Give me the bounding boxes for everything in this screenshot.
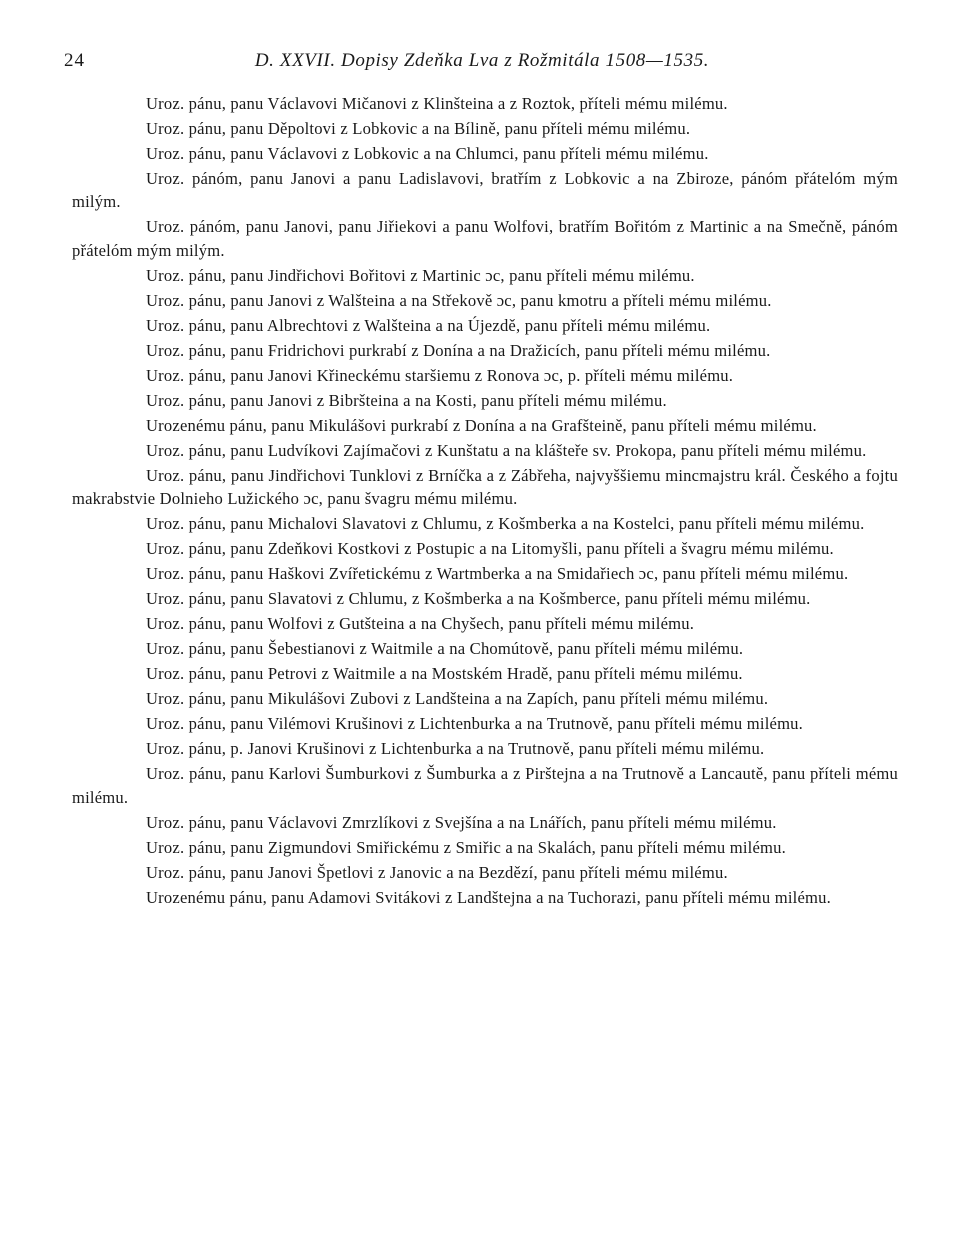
address-entry: Uroz. pánu, panu Slavatovi z Chlumu, z Košmberka a na Košmberce, panu příteli mému milému.: [146, 589, 811, 609]
address-entry: Uroz. pánu, panu Václavovi Zmrzlíkovi z Svejšína a na Lnářích, panu příteli mému milému.: [146, 812, 777, 832]
address-entry: Uroz. pánu, panu Janovi z Walšteina a na Střekově ɔc, panu kmotru a příteli mému milému.: [146, 290, 772, 310]
address-entry: Uroz. pánu, panu Zdeňkovi Kostkovi z Postupic a na Litomyšli, panu příteli a švagru mému milému.: [146, 539, 834, 559]
address-entry: Uroz. pánu, panu Albrechtovi z Walšteina a na Újezdě, panu příteli mému milému.: [146, 315, 711, 335]
address-entry: Uroz. pánu, panu Petrovi z Waitmile a na Mostském Hradě, panu příteli mému milému.: [146, 664, 743, 684]
address-entry: Uroz. pánóm, panu Janovi, panu Jiřiekovi a panu Wolfovi, bratřím Bořitóm z Martinic a na Smečně, pánóm přátelóm mým milým.: [72, 217, 898, 260]
letter-address-list: [72, 92, 898, 911]
address-entry: Urozenému pánu, panu Adamovi Svitákovi z Landštejna a na Tuchorazi, panu příteli mému milému.: [146, 887, 831, 907]
address-entry: Uroz. pánu, panu Karlovi Šumburkovi z Šumburka a z Pirštejna a na Trutnově a Lancautě, panu příteli mému milému.: [72, 764, 898, 807]
address-entry: Uroz. pánóm, panu Janovi a panu Ladislavovi, bratřím z Lobkovic a na Zbiroze, pánóm přátelóm mým milým.: [72, 169, 898, 212]
address-entry: Uroz. pánu, p. Janovi Krušinovi z Lichtenburka a na Trutnově, panu příteli mému milému.: [146, 739, 765, 759]
address-entry: Uroz. pánu, panu Zigmundovi Smiřickému z Smiřic a na Skalách, panu příteli mému milému.: [146, 837, 786, 857]
address-entry: Uroz. pánu, panu Ludvíkovi Zajímačovi z Kunštatu a na klášteře sv. Prokopa, panu příteli mému milému.: [146, 440, 867, 460]
address-entry: Uroz. pánu, panu Haškovi Zvířetickému z Wartmberka a na Smidařiech ɔc, panu příteli mému milému.: [146, 564, 849, 584]
address-entry: Uroz. pánu, panu Vilémovi Krušinovi z Lichtenburka a na Trutnově, panu příteli mému milému.: [146, 714, 804, 734]
address-entry: Uroz. pánu, panu Jindřichovi Bořitovi z Martinic ɔc, panu příteli mému milému.: [146, 265, 695, 285]
address-entry: Uroz. pánu, panu Janovi Špetlovi z Janovic a na Bezdězí, panu příteli mému milému.: [146, 862, 728, 882]
page-header: [64, 50, 880, 76]
address-entry: Uroz. pánu, panu Fridrichovi purkrabí z Donína a na Dražicích, panu příteli mému milému.: [146, 340, 771, 360]
page-number: 24: [64, 50, 85, 71]
address-entry: Uroz. pánu, panu Wolfovi z Gutšteina a na Chyšech, panu příteli mému milému.: [146, 614, 695, 634]
address-entry: Uroz. pánu, panu Jindřichovi Tunklovi z Brníčka a z Zábřeha, najvyššiemu mincmajstru král. Českého a fojtu makrabstvie Dolnieho Lužického ɔc, panu švagru mému milému.: [72, 465, 898, 509]
running-title: D. XXVII. Dopisy Zdeňka Lva z Rožmitála 1508—1535.: [254, 50, 710, 71]
address-entry: Uroz. pánu, panu Janovi Křineckému staršiemu z Ronova ɔc, p. příteli mému milému.: [146, 365, 734, 385]
address-entry: Uroz. pánu, panu Janovi z Bibršteina a na Kosti, panu příteli mému milému.: [146, 390, 667, 410]
address-entry: Uroz. pánu, panu Šebestianovi z Waitmile a na Chomútově, panu příteli mému milému.: [146, 639, 744, 659]
address-entry: Uroz. pánu, panu Michalovi Slavatovi z Chlumu, z Košmberka a na Kostelci, panu příteli mému milému.: [146, 514, 865, 534]
address-entry: Uroz. pánu, panu Mikulášovi Zubovi z Landšteina a na Zapích, panu příteli mému milému.: [146, 689, 769, 709]
address-entry: Urozenému pánu, panu Mikulášovi purkrabí z Donína a na Grafšteině, panu příteli mému milému.: [146, 415, 817, 435]
address-entry: Uroz. pánu, panu Václavovi z Lobkovic a na Chlumci, panu příteli mému milému.: [146, 144, 709, 163]
address-entry: Uroz. pánu, panu Děpoltovi z Lobkovic a na Bílině, panu příteli mému milému.: [146, 119, 691, 138]
address-entry: Uroz. pánu, panu Václavovi Mičanovi z Klinšteina a z Roztok, příteli mému milému.: [146, 94, 728, 113]
